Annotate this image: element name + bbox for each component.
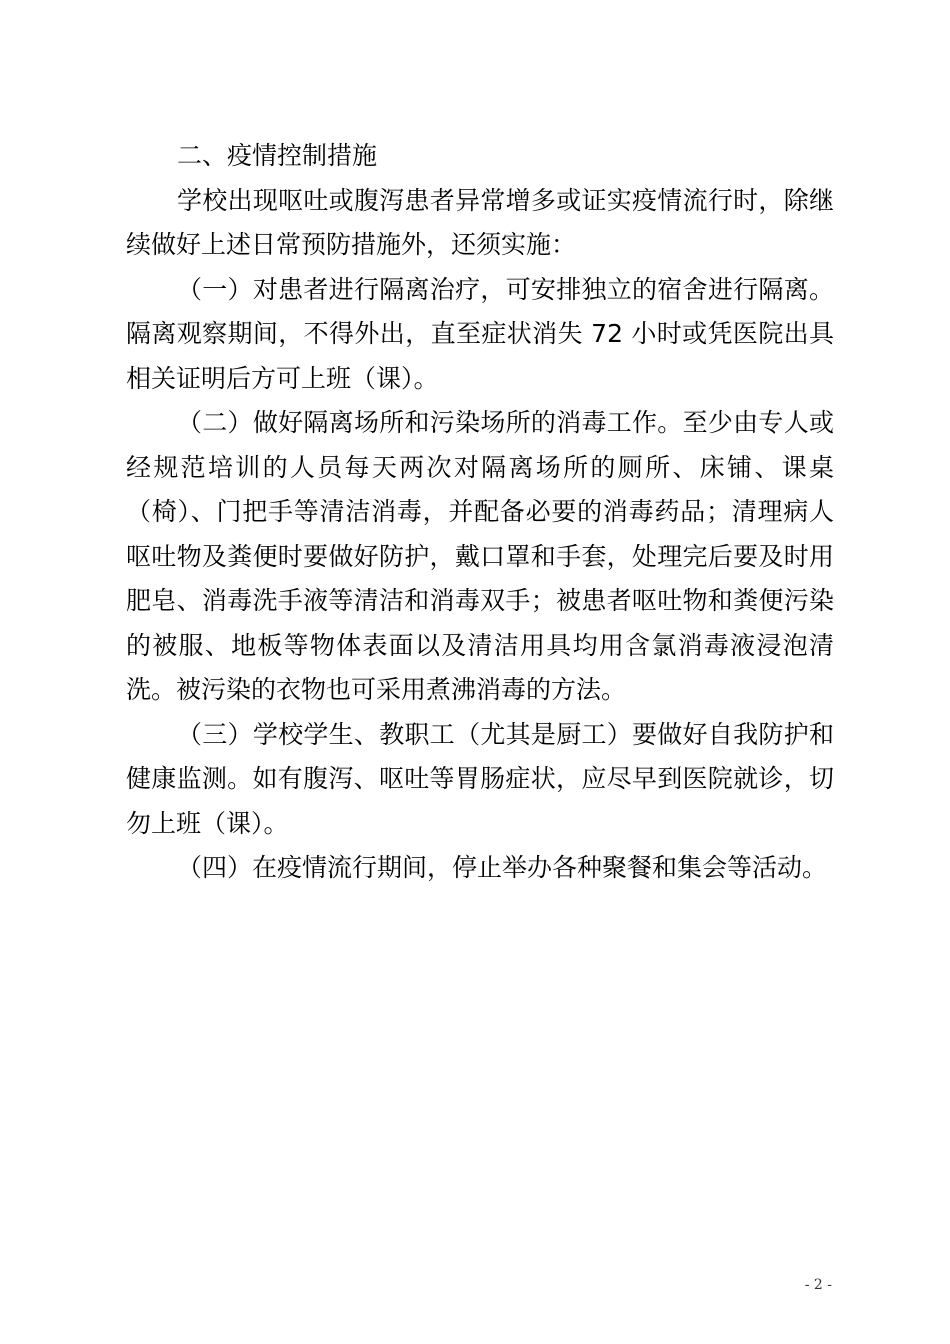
- measure-2-paragraph: （二）做好隔离场所和污染场所的消毒工作。至少由专人或经规范培训的人员每天两次对隔离场所的厕所、床铺、课桌（椅）、门把手等清洁消毒，并配备必要的消毒药品；清理病人呕吐物及粪便时要做好防护，戴口罩和手套，处理完后要及时用肥皂、消毒洗手液等清洁和消毒双手；被患者呕吐物和粪便污染的被服、地板等物体表面以及清洁用具均用含氯消毒液浸泡清洗。被污染的衣物也可采用煮沸消毒的方法。: [126, 408, 834, 704]
- document-body: [126, 134, 834, 891]
- section-heading: 二、疫情控制措施: [177, 141, 378, 170]
- measure-3-paragraph: （三）学校学生、教职工（尤其是厨工）要做好自我防护和健康监测。如有腹泻、呕吐等胃肠症状，应尽早到医院就诊，切勿上班（课）。: [126, 719, 834, 838]
- intro-paragraph: 学校出现呕吐或腹泻患者异常增多或证实疫情流行时，除继续做好上述日常预防措施外，还须实施：: [126, 185, 834, 259]
- measure-4-paragraph: （四）在疫情流行期间，停止举办各种聚餐和集会等活动。: [177, 853, 828, 882]
- page-number: - 2 -: [804, 1277, 832, 1293]
- measure-1-paragraph: （一）对患者进行隔离治疗，可安排独立的宿舍进行隔离。隔离观察期间，不得外出，直至症状消失 72 小时或凭医院出具相关证明后方可上班（课）。: [126, 274, 834, 393]
